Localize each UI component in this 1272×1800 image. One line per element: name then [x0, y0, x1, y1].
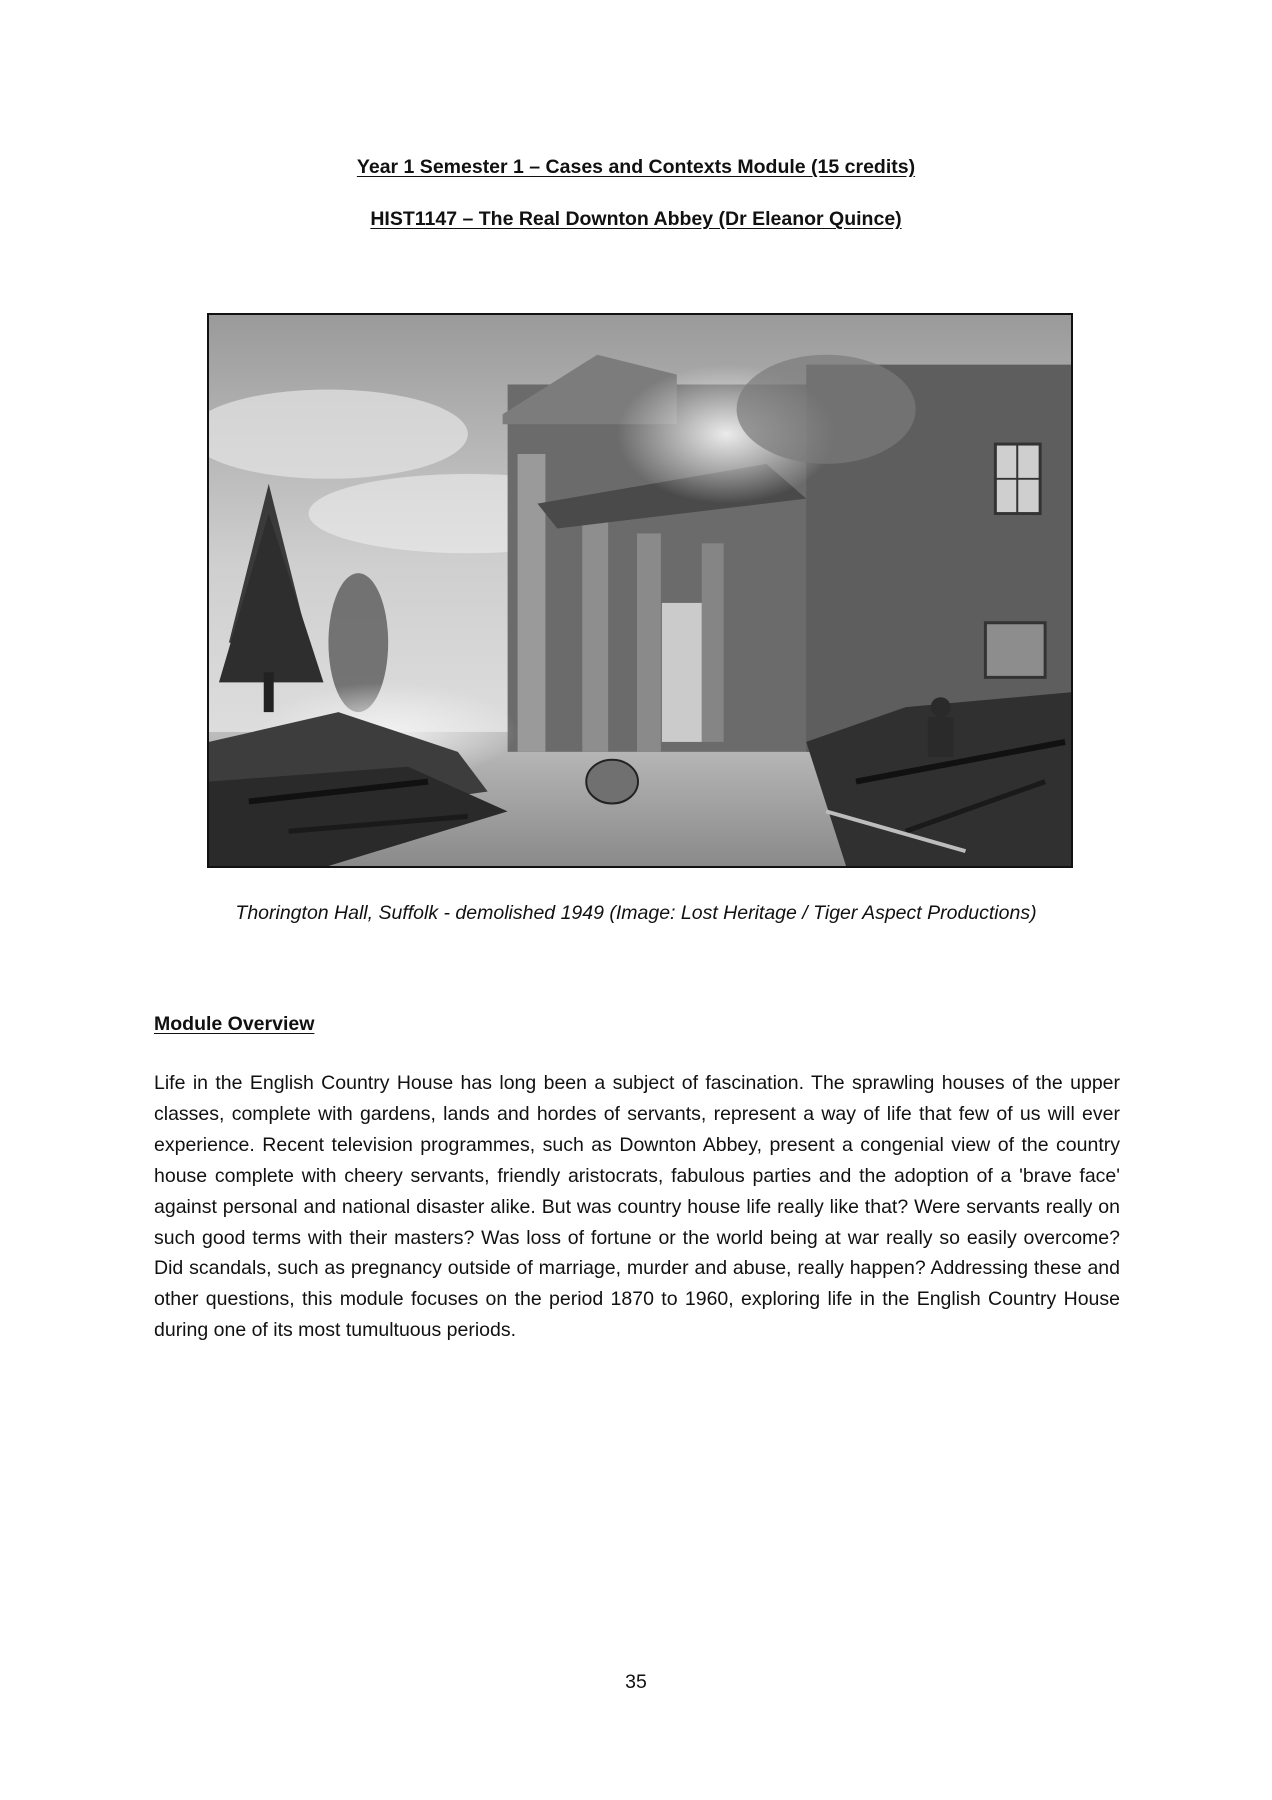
demolition-photo [207, 313, 1073, 868]
figure-caption: Thorington Hall, Suffolk - demolished 1949 (Image: Lost Heritage / Tiger Aspect Productions) [235, 902, 1037, 924]
module-heading: Year 1 Semester 1 – Cases and Contexts Module (15 credits) [356, 156, 916, 178]
demolition-photo-illustration [209, 315, 1071, 866]
module-subheading: HIST1147 – The Real Downton Abbey (Dr Eleanor Quince) [370, 208, 902, 230]
section-title: Module Overview [154, 1013, 315, 1035]
overview-paragraph: Life in the English Country House has long been a subject of fascination. The sprawling houses of the upper classes, complete with gardens, lands and hordes of servants, represent a way of life that few of us will ever experience. Recent television programmes, such as Downton Abbey, present a congenial view of the country house complete with cheery servants, friendly aristocrats, fabulous parties and the adoption of a 'brave face' against personal and national disaster alike. But was country house life really like that? Were servants really on such good terms with their masters? Was loss of fortune or the world being at war really so easily overcome? Did scandals, such as pregnancy outside of marriage, murder and abuse, really happen? Addressing these and other questions, this module focuses on the period 1870 to 1960, exploring life in the English Country House during one of its most tumultuous periods. [154, 1072, 1120, 1342]
page-number: 35 [625, 1671, 647, 1693]
